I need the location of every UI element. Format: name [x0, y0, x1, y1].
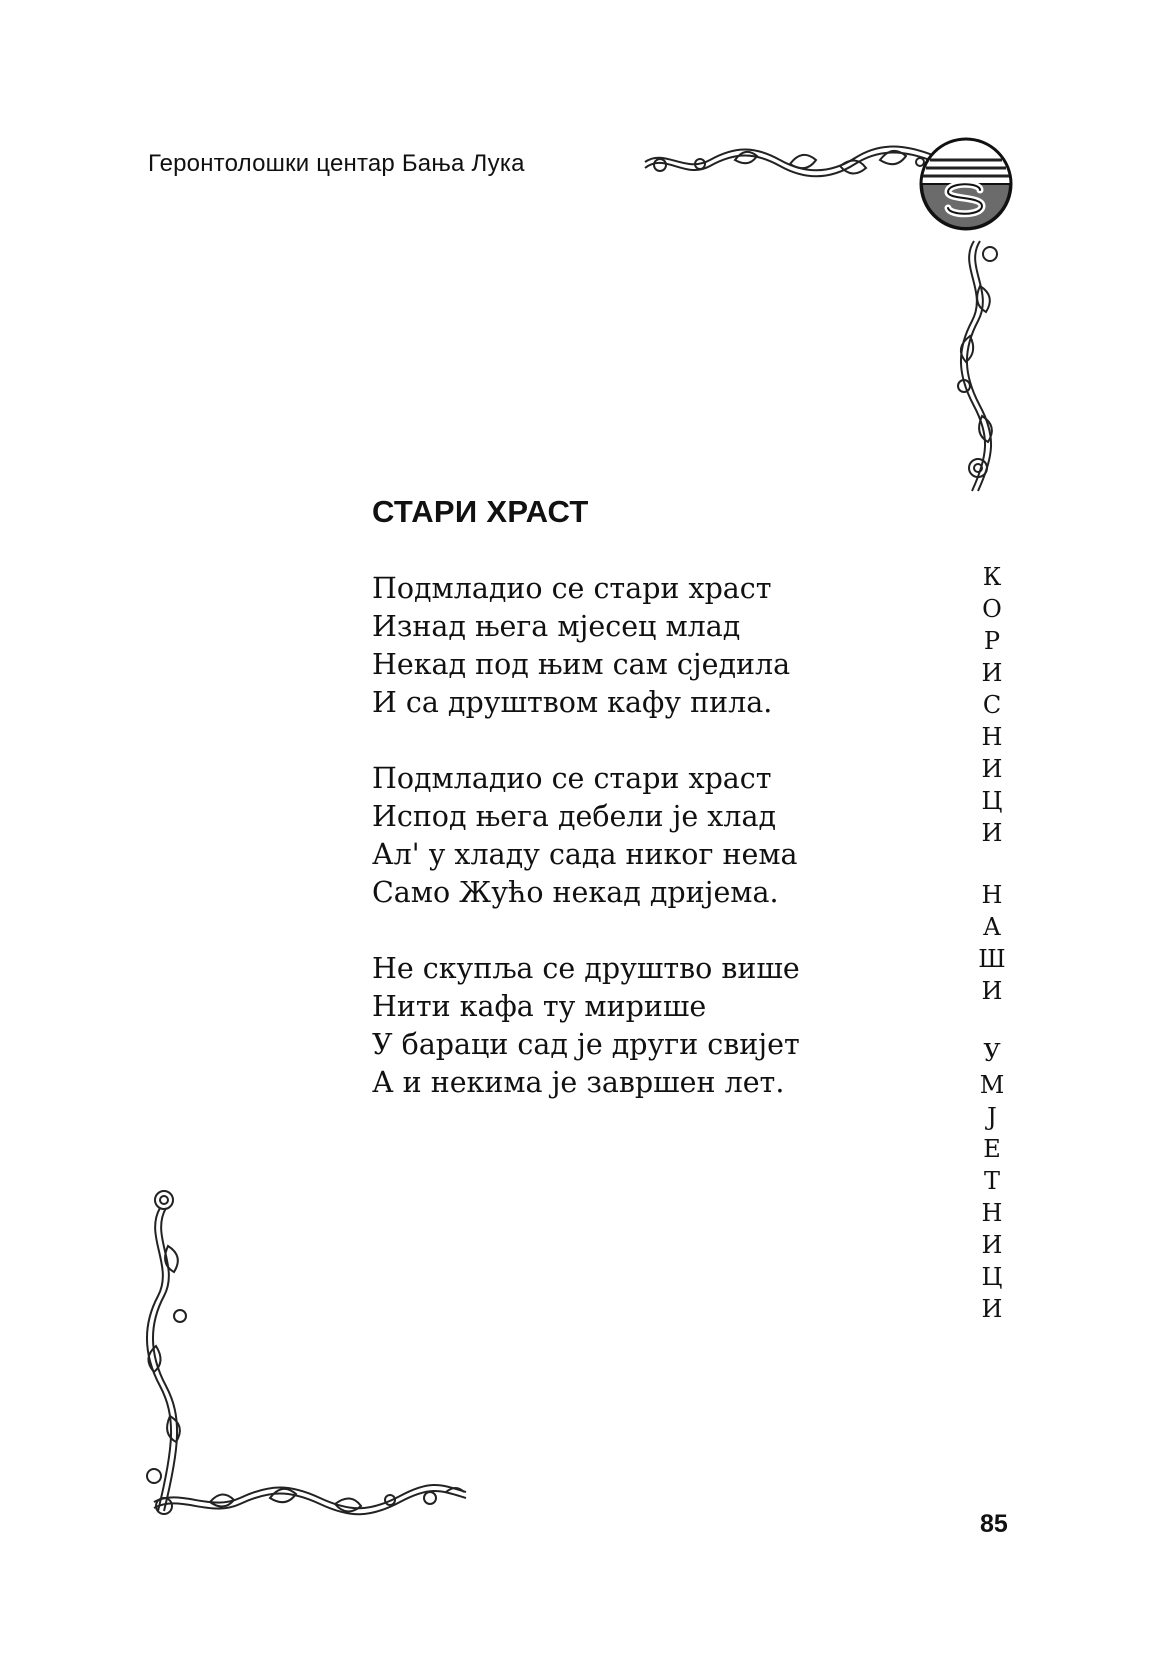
- stanza: [372, 760, 892, 912]
- side-letter: И: [981, 977, 1003, 1005]
- side-letter: Н: [981, 723, 1003, 751]
- side-letter: Ј: [987, 1103, 997, 1131]
- left-vine-ornament-icon: [140, 1186, 196, 1516]
- side-letter: И: [981, 819, 1003, 847]
- side-letter: Т: [983, 1167, 1000, 1195]
- side-letter: Е: [983, 1135, 1001, 1163]
- page-number: 85: [980, 1510, 1008, 1538]
- side-letter: Н: [981, 881, 1003, 909]
- side-letter: К: [982, 563, 1002, 591]
- side-word: [982, 561, 1003, 849]
- verse-line: А и некима је завршен лет.: [372, 1066, 785, 1099]
- side-letter: О: [982, 595, 1002, 623]
- verse-line: У бараци сад је други свијет: [372, 1028, 800, 1061]
- verse-line: Испод њега дебели је хлад: [372, 800, 777, 833]
- verse-line: Изнад њега мјесец млад: [372, 610, 741, 643]
- bottom-vine-ornament-icon: [150, 1478, 470, 1524]
- side-word: [978, 879, 1005, 1007]
- verse-line: Некад под њим сам сједила: [372, 648, 791, 681]
- side-letter: Ц: [981, 787, 1003, 815]
- side-letter: Ц: [981, 1263, 1003, 1291]
- poem-title: СТАРИ ХРАСТ: [372, 494, 589, 529]
- verse-line: И са друштвом кафу пила.: [372, 686, 773, 719]
- side-letter: С: [982, 691, 1002, 719]
- verse-line: Подмладио се стари храст: [372, 572, 772, 605]
- verse-line: Нити кафа ту мирише: [372, 990, 707, 1023]
- publisher-logo-icon: [918, 136, 1014, 232]
- side-letter: И: [981, 1295, 1003, 1323]
- side-letter: Р: [983, 627, 1001, 655]
- vertical-section-title: [974, 561, 1010, 1355]
- top-vine-ornament-icon: [640, 140, 940, 190]
- side-word: [980, 1037, 1005, 1325]
- verse-line: Само Жућо некад дријема.: [372, 876, 779, 909]
- side-letter: М: [979, 1071, 1005, 1099]
- side-letter: А: [982, 913, 1002, 941]
- stanza: [372, 950, 892, 1102]
- side-letter: И: [981, 1231, 1003, 1259]
- side-letter: У: [983, 1039, 1001, 1067]
- poem: [372, 494, 892, 1140]
- side-letter: И: [981, 659, 1003, 687]
- verse-line: Подмладио се стари храст: [372, 762, 772, 795]
- side-letter: Ш: [978, 945, 1006, 973]
- running-header: Геронтолошки центар Бања Лука: [148, 150, 525, 177]
- side-letter: Н: [981, 1199, 1003, 1227]
- side-letter: И: [981, 755, 1003, 783]
- stanza: [372, 570, 892, 722]
- verse-line: Ал' у хладу сада никог нема: [372, 838, 798, 871]
- right-vine-ornament-icon: [950, 236, 1006, 496]
- verse-line: Не скупља се друштво више: [372, 952, 800, 985]
